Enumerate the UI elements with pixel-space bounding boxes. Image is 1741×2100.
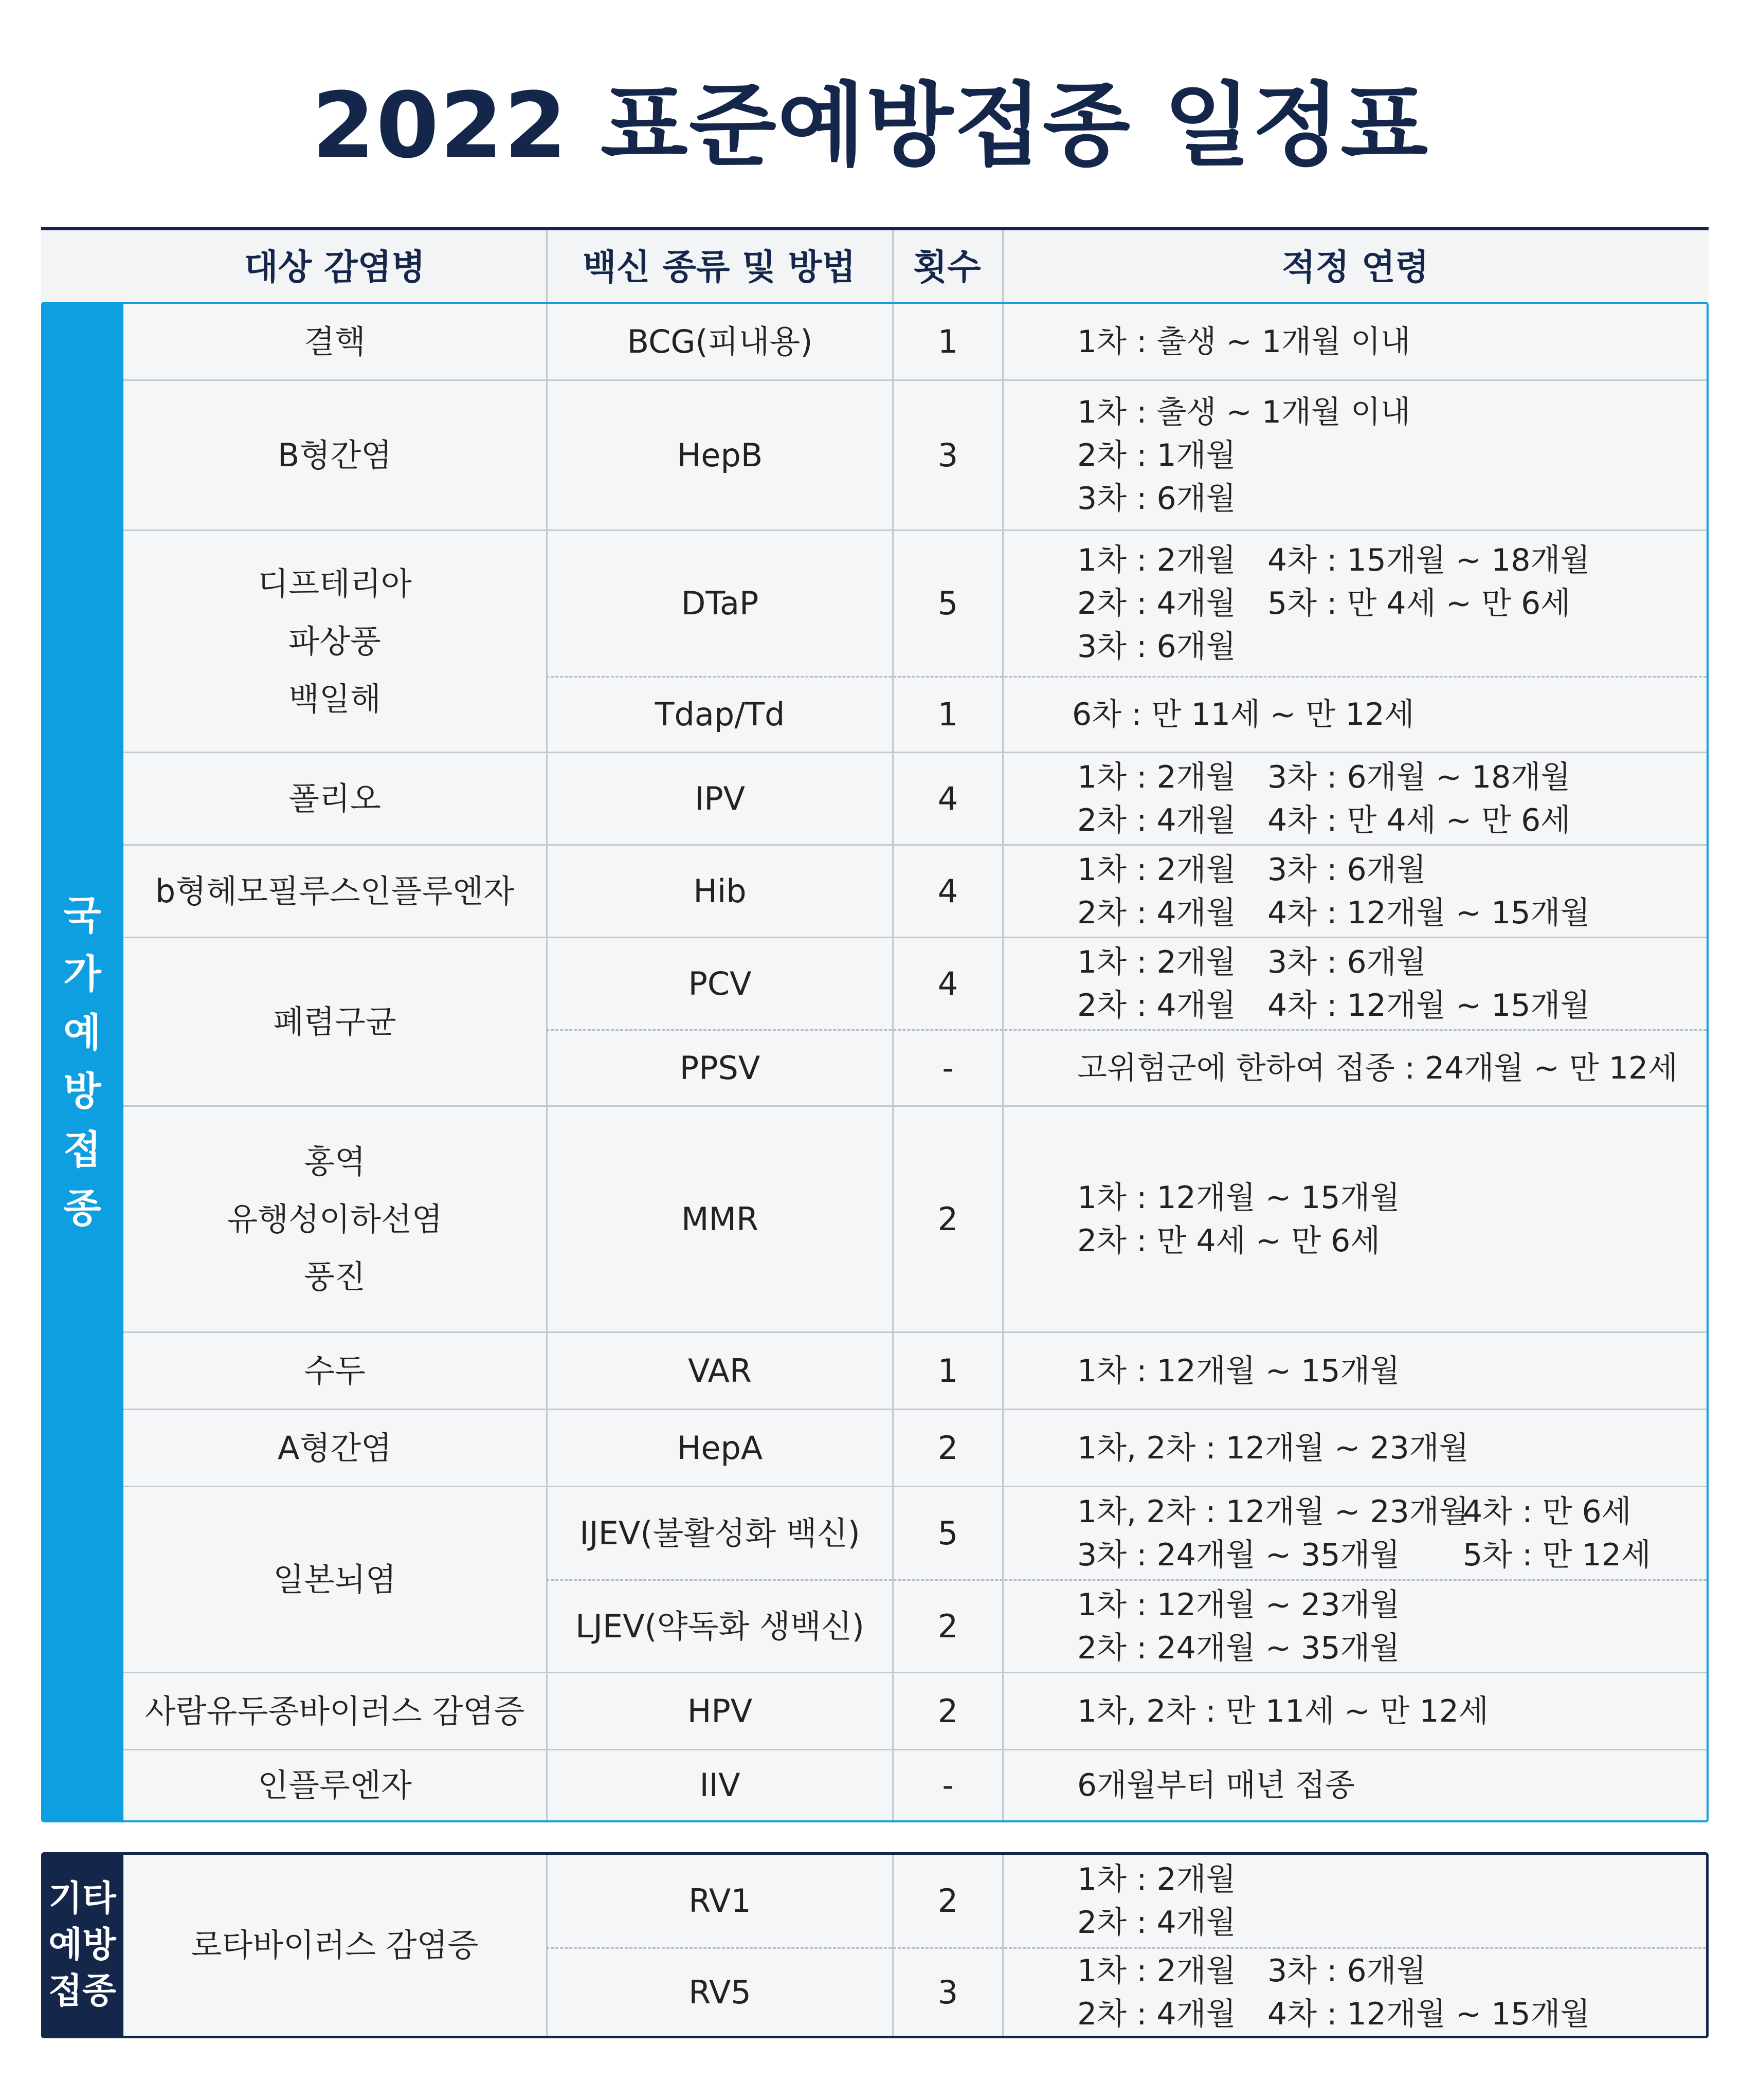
vaccine-name: MMR xyxy=(681,1200,759,1238)
vaccine-name: PPSV xyxy=(679,1049,760,1087)
label-char: 방 xyxy=(63,1068,101,1114)
age-line: 4차 : 만 6세 xyxy=(1463,1493,1631,1530)
age-line: 5차 : 만 4세 ~ 만 6세 xyxy=(1267,586,1571,622)
disease-hib xyxy=(123,846,546,937)
label-char: 종 xyxy=(63,1185,101,1231)
age-cell xyxy=(1072,678,1689,752)
divider xyxy=(1002,230,1004,302)
age-cell xyxy=(1077,938,1694,1029)
age-line: 4차 : 만 4세 ~ 만 6세 xyxy=(1267,802,1571,838)
disease-mmr xyxy=(123,1107,546,1331)
age-line: 3차 : 6개월 xyxy=(1267,1952,1426,1989)
disease-name: B형간염 xyxy=(277,436,392,474)
age-line: 1차 : 2개월 xyxy=(1077,1952,1236,1989)
label-line: 예방 xyxy=(48,1925,116,1965)
disease-name: 로타바이러스 감염증 xyxy=(191,1926,479,1964)
vaccine-name: IIV xyxy=(699,1766,740,1804)
divider xyxy=(892,230,894,302)
age-line: 2차 : 1개월 xyxy=(1077,437,1236,473)
age-line: 1차 : 2개월 xyxy=(1077,851,1236,888)
divider xyxy=(1002,1855,1004,2036)
vaccine-name: Tdap/Td xyxy=(655,696,785,733)
header-disease: 대상 감염병 xyxy=(244,247,426,288)
age-line: 2차 : 24개월 ~ 35개월 xyxy=(1077,1630,1400,1666)
age-line: 2차 : 4개월 xyxy=(1077,802,1236,838)
age-line: 1차 : 출생 ~ 1개월 이내 xyxy=(1077,394,1410,430)
age-line: 1차 : 2개월 xyxy=(1077,944,1236,980)
age-line: 2차 : 4개월 xyxy=(1077,586,1236,622)
age-cell xyxy=(1077,304,1694,379)
dose-count: 5 xyxy=(937,1514,958,1552)
dose-count: 2 xyxy=(937,1607,958,1645)
age-cell xyxy=(1077,1581,1694,1672)
age-line: 4차 : 12개월 ~ 15개월 xyxy=(1267,1996,1590,2032)
disease-name: 유행성이하선염 xyxy=(227,1200,443,1238)
page-title: 2022 표준예방접종 일정표 xyxy=(312,73,1429,178)
disease-name: 홍역 xyxy=(304,1142,366,1180)
divider xyxy=(546,230,548,302)
vaccine-name: DTaP xyxy=(681,585,759,622)
disease-name: A형간염 xyxy=(277,1429,392,1467)
header-vaccine: 백신 종류 및 방법 xyxy=(583,247,856,288)
disease-name: 폐렴구균 xyxy=(273,1002,396,1040)
age-line: 1차 : 2개월 xyxy=(1077,1861,1236,1897)
national-vaccination-label xyxy=(41,302,123,1822)
age-line: 2차 : 4개월 xyxy=(1077,1905,1236,1941)
disease-name: 디프테리아 xyxy=(258,564,412,602)
age-line: 3차 : 6개월 xyxy=(1267,851,1426,888)
dose-count: 2 xyxy=(937,1200,958,1238)
disease-hepb xyxy=(123,381,546,529)
disease-dtp xyxy=(123,531,546,752)
age-line: 5차 : 만 12세 xyxy=(1463,1537,1651,1573)
age-cell xyxy=(1077,1107,1694,1331)
age-cell xyxy=(1077,846,1694,937)
label-char: 예 xyxy=(63,1010,101,1055)
age-cell xyxy=(1077,1410,1694,1486)
dose-count: 1 xyxy=(937,1352,958,1390)
age-cell xyxy=(1077,1750,1694,1820)
vaccine-name: IPV xyxy=(694,779,746,817)
dose-count: 4 xyxy=(937,964,958,1002)
label-char: 접 xyxy=(63,1127,101,1173)
vaccine-name: BCG(피내용) xyxy=(627,322,813,360)
age-line: 2차 : 만 4세 ~ 만 6세 xyxy=(1077,1222,1381,1259)
age-line: 3차 : 6개월 xyxy=(1077,629,1236,665)
age-line: 2차 : 4개월 xyxy=(1077,894,1236,931)
age-line: 1차 : 2개월 xyxy=(1077,542,1236,578)
vaccine-name: VAR xyxy=(688,1352,752,1390)
dose-count: 2 xyxy=(937,1429,958,1467)
dose-count: 1 xyxy=(937,696,958,733)
age-line: 4차 : 12개월 ~ 15개월 xyxy=(1267,987,1590,1024)
divider xyxy=(1002,304,1004,1820)
vaccine-name: LJEV(약독화 생백신) xyxy=(575,1607,864,1645)
disease-name: 사람유두종바이러스 감염증 xyxy=(144,1692,525,1730)
age-cell xyxy=(1077,753,1694,844)
dose-count: 3 xyxy=(937,1973,958,2011)
label-line: 기타 xyxy=(48,1878,116,1919)
vaccine-name: RV1 xyxy=(688,1882,751,1920)
disease-name: 결핵 xyxy=(304,322,366,360)
disease-influenza xyxy=(123,1750,546,1820)
age-line: 6차 : 만 11세 ~ 만 12세 xyxy=(1072,697,1414,733)
dose-count: 3 xyxy=(937,436,958,474)
age-line: 1차, 2차 : 12개월 ~ 23개월 xyxy=(1077,1430,1469,1466)
disease-hepa xyxy=(123,1410,546,1486)
age-line: 1차 : 2개월 xyxy=(1077,759,1236,795)
age-cell xyxy=(1077,1031,1694,1105)
vaccine-name: HepB xyxy=(677,436,763,474)
age-cell xyxy=(1077,1487,1699,1579)
header-age: 적정 연령 xyxy=(1281,247,1429,288)
age-line: 1차 : 12개월 ~ 15개월 xyxy=(1077,1353,1400,1389)
disease-pneumococcus xyxy=(123,938,546,1105)
disease-je xyxy=(123,1487,546,1672)
disease-name: 일본뇌염 xyxy=(273,1560,396,1598)
label-char: 국 xyxy=(63,892,101,938)
disease-varicella xyxy=(123,1333,546,1409)
age-line: 4차 : 15개월 ~ 18개월 xyxy=(1267,542,1590,578)
disease-hpv xyxy=(123,1673,546,1749)
disease-name: 백일해 xyxy=(288,680,381,718)
vaccine-name: HepA xyxy=(677,1429,763,1467)
dose-count: 1 xyxy=(937,322,958,360)
age-line: 3차 : 6개월 xyxy=(1077,480,1236,517)
dose-count: 2 xyxy=(937,1882,958,1920)
age-line: 4차 : 12개월 ~ 15개월 xyxy=(1267,894,1590,931)
label-line: 접종 xyxy=(48,1971,116,2012)
age-line: 2차 : 4개월 xyxy=(1077,987,1236,1024)
other-vaccination-label xyxy=(41,1852,123,2038)
disease-name: 폴리오 xyxy=(288,779,381,817)
age-line: 3차 : 24개월 ~ 35개월 xyxy=(1077,1537,1400,1573)
disease-name: b형헤모필루스인플루엔자 xyxy=(155,872,515,910)
dose-count: 5 xyxy=(937,585,958,622)
dose-count: - xyxy=(942,1049,954,1087)
age-line: 1차, 2차 : 만 11세 ~ 만 12세 xyxy=(1077,1693,1489,1729)
disease-polio xyxy=(123,753,546,844)
disease-name: 수두 xyxy=(304,1352,366,1390)
dose-count: - xyxy=(942,1766,954,1804)
age-line: 2차 : 4개월 xyxy=(1077,1996,1236,2032)
age-cell xyxy=(1077,1949,1694,2036)
age-cell xyxy=(1077,1333,1694,1409)
age-line: 6개월부터 매년 접종 xyxy=(1077,1767,1355,1803)
age-cell xyxy=(1077,381,1694,529)
disease-tb xyxy=(123,304,546,379)
dose-count: 2 xyxy=(937,1692,958,1730)
age-line: 1차, 2차 : 12개월 ~ 23개월 xyxy=(1077,1493,1469,1530)
disease-name: 인플루엔자 xyxy=(258,1766,412,1804)
label-char: 가 xyxy=(63,951,101,997)
dose-count: 4 xyxy=(937,872,958,910)
age-cell xyxy=(1077,531,1694,676)
vaccine-name: Hib xyxy=(693,872,747,910)
disease-name: 풍진 xyxy=(304,1257,366,1295)
age-line: 고위험군에 한하여 접종 : 24개월 ~ 만 12세 xyxy=(1077,1050,1678,1086)
dose-count: 4 xyxy=(937,779,958,817)
vaccine-name: PCV xyxy=(688,964,752,1002)
age-line: 1차 : 12개월 ~ 15개월 xyxy=(1077,1179,1400,1216)
disease-rotavirus xyxy=(123,1855,546,2036)
age-line: 1차 : 12개월 ~ 23개월 xyxy=(1077,1586,1400,1623)
age-cell xyxy=(1077,1673,1694,1749)
vaccine-name: IJEV(불활성화 백신) xyxy=(579,1514,860,1552)
age-line: 3차 : 6개월 xyxy=(1267,944,1426,980)
age-cell xyxy=(1077,1855,1694,1947)
age-line: 3차 : 6개월 ~ 18개월 xyxy=(1267,759,1571,795)
disease-name: 파상풍 xyxy=(288,622,381,660)
header-count: 횟수 xyxy=(913,247,981,288)
vaccine-name: RV5 xyxy=(688,1973,751,2011)
age-line: 1차 : 출생 ~ 1개월 이내 xyxy=(1077,323,1410,360)
vaccine-name: HPV xyxy=(687,1692,753,1730)
